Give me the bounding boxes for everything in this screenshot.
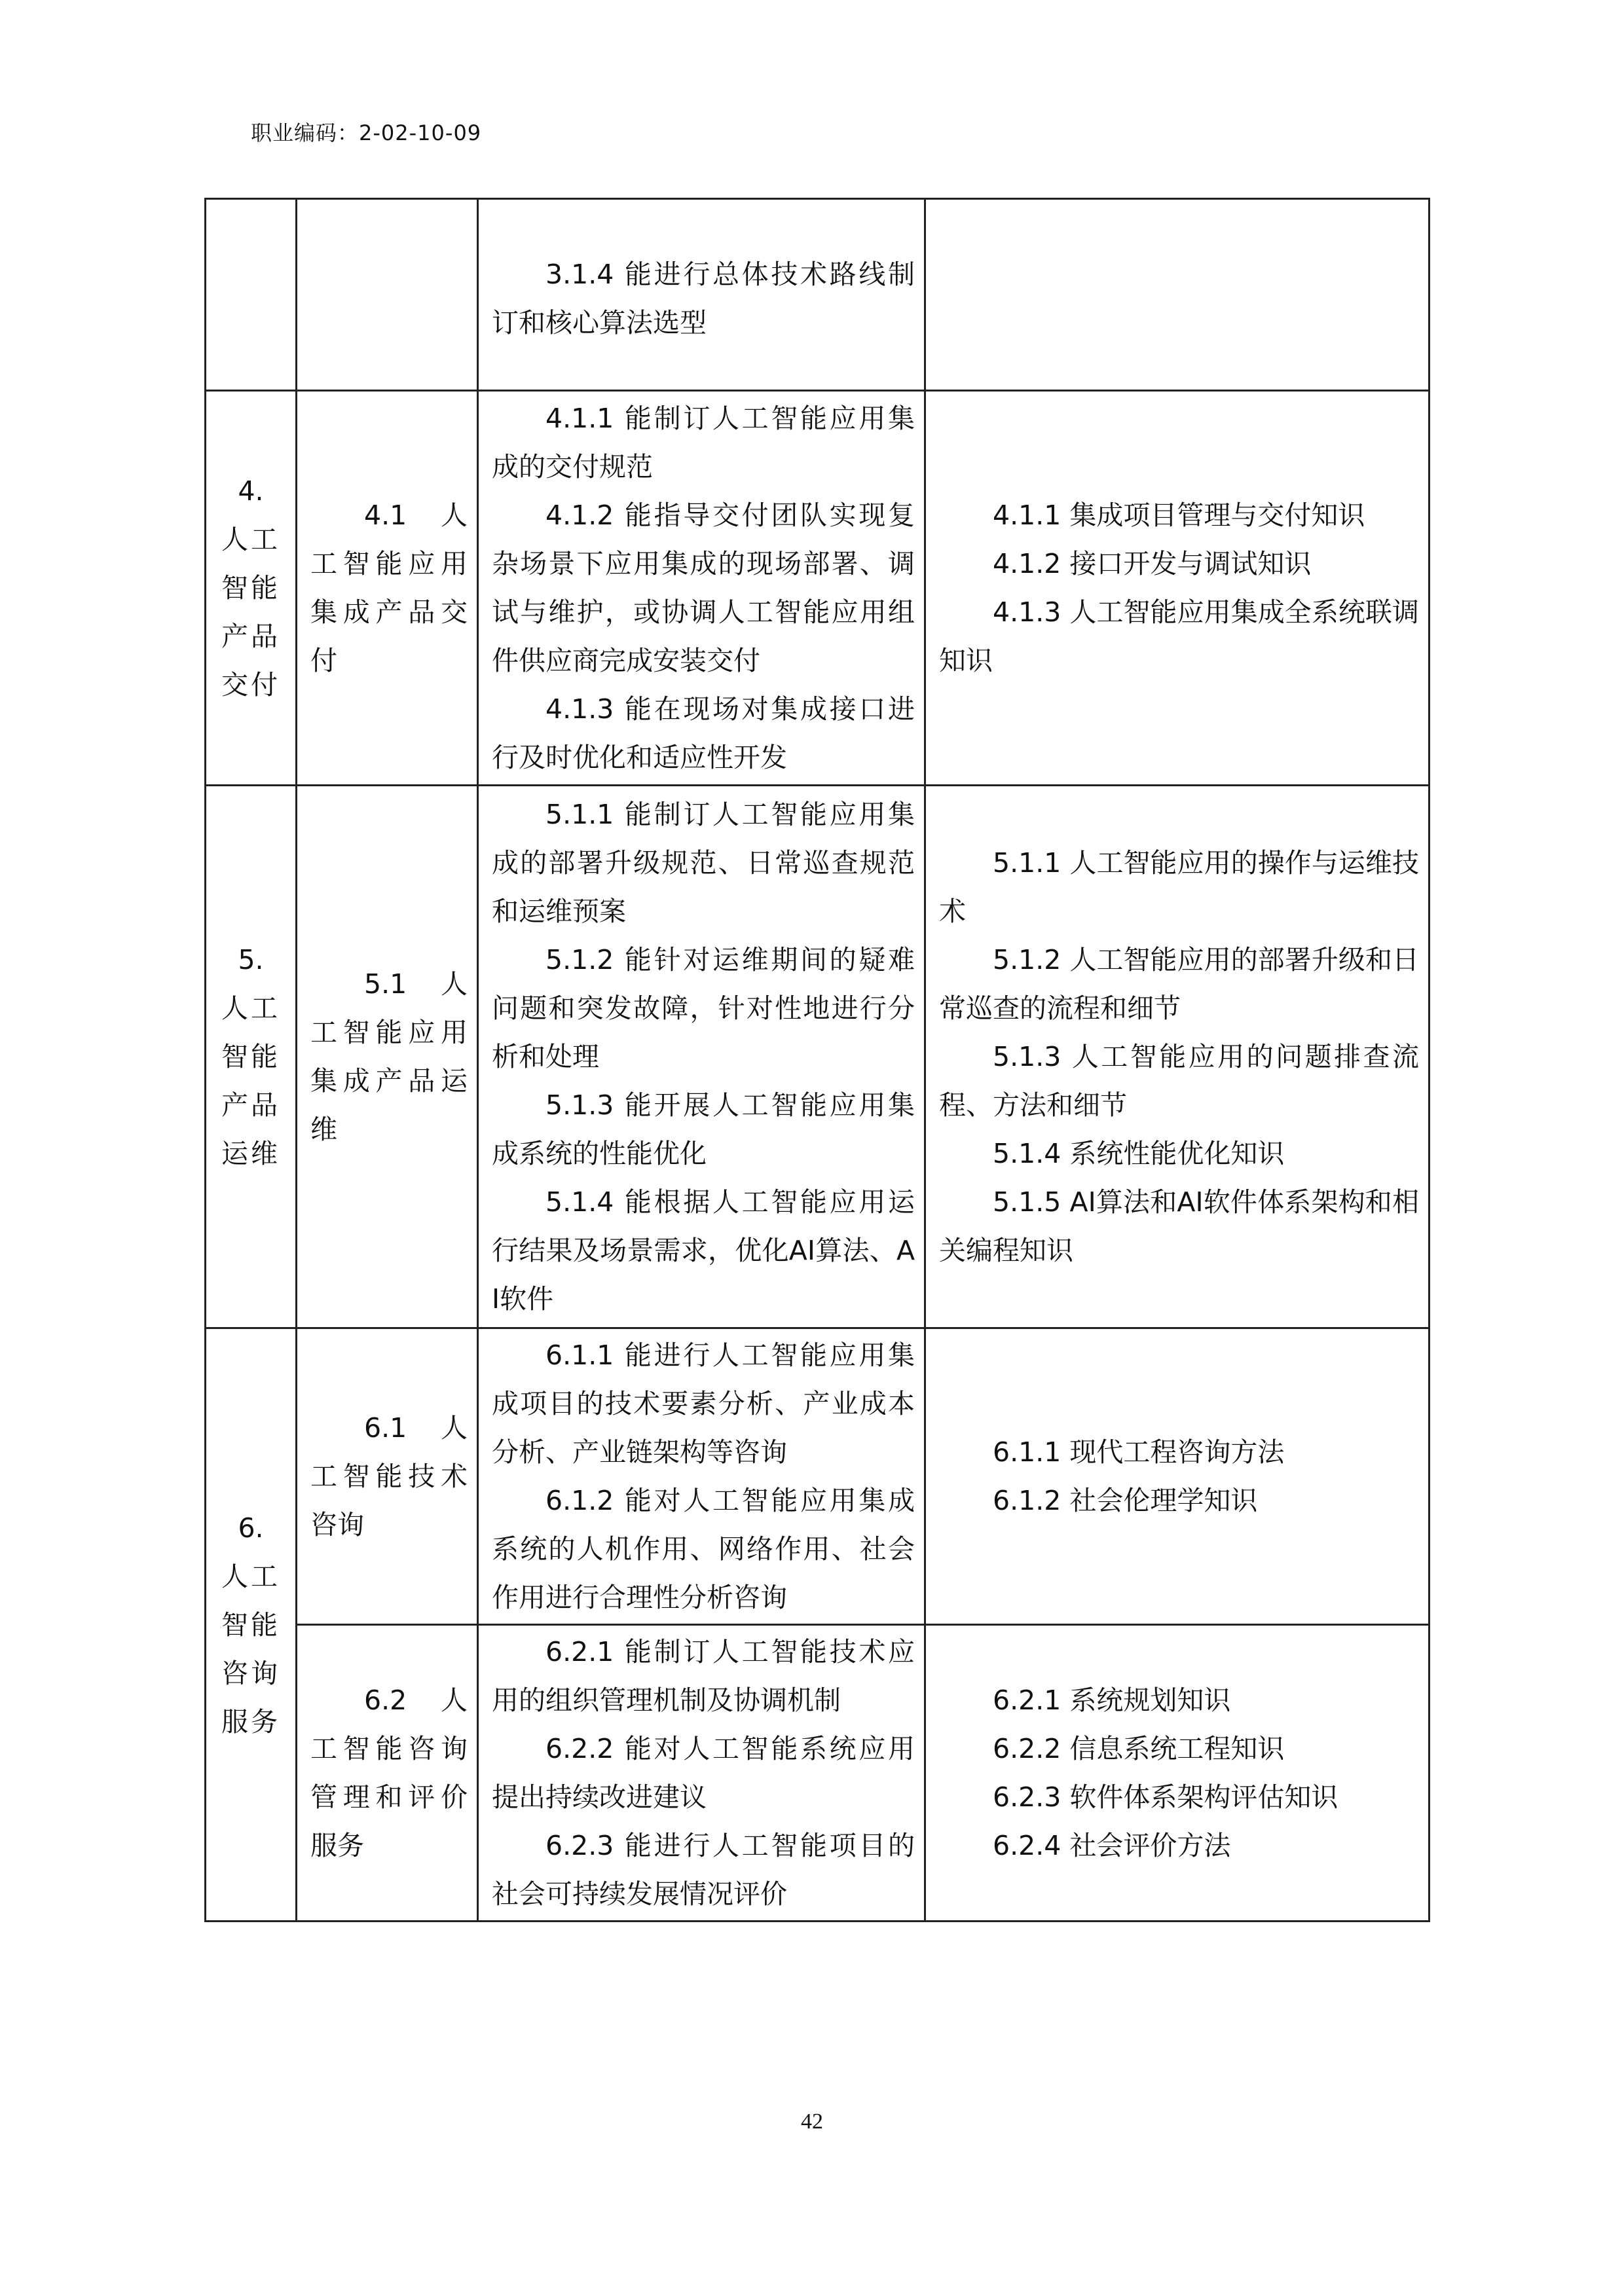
work-area-label: 产品 xyxy=(221,621,280,652)
skill-item: 6.1.1 能进行人工智能应用集成项目的技术要素分析、产业成本分析、产业链架构等咨询 xyxy=(492,1339,915,1468)
skill-item: 5.1.3 能开展人工智能应用集成系统的性能优化 xyxy=(492,1089,915,1169)
work-item: 6.2 人工智能咨询管理和评价服务 xyxy=(310,1685,468,1861)
work-area-label: 人工 xyxy=(221,993,280,1024)
work-area-label: 智能 xyxy=(221,1041,280,1072)
knowledge-cell xyxy=(925,1625,1430,1922)
table-row xyxy=(206,199,1430,391)
work-area-cell xyxy=(206,391,297,786)
page-number: 42 xyxy=(801,2109,823,2134)
skill-requirements-cell xyxy=(478,199,925,391)
work-area-number: 6. xyxy=(238,1512,264,1544)
work-area-label: 智能 xyxy=(221,1609,280,1641)
work-item: 5.1 人工智能应用集成产品运维 xyxy=(310,968,468,1145)
knowledge-item: 6.2.2 信息系统工程知识 xyxy=(993,1733,1285,1764)
knowledge-item: 5.1.2 人工智能应用的部署升级和日常巡查的流程和细节 xyxy=(939,944,1419,1024)
skill-item: 6.2.3 能进行人工智能项目的社会可持续发展情况评价 xyxy=(492,1830,915,1910)
knowledge-item: 4.1.3 人工智能应用集成全系统联调知识 xyxy=(939,596,1419,676)
knowledge-item: 5.1.4 系统性能优化知识 xyxy=(993,1138,1285,1169)
work-area-label: 智能 xyxy=(221,572,280,604)
knowledge-item: 6.2.1 系统规划知识 xyxy=(993,1685,1231,1716)
skill-item: 4.1.3 能在现场对集成接口进行及时优化和适应性开发 xyxy=(492,693,915,773)
knowledge-item: 6.2.3 软件体系架构评估知识 xyxy=(993,1781,1338,1813)
work-item: 6.1 人工智能技术咨询 xyxy=(310,1412,468,1540)
work-item-cell xyxy=(297,786,478,1328)
skill-item: 5.1.1 能制订人工智能应用集成的部署升级规范、日常巡查规范和运维预案 xyxy=(492,799,915,927)
knowledge-item: 5.1.1 人工智能应用的操作与运维技术 xyxy=(939,847,1419,927)
knowledge-cell xyxy=(925,391,1430,786)
skill-item: 5.1.4 能根据人工智能应用运行结果及场景需求，优化AI算法、AI软件 xyxy=(492,1186,915,1315)
skill-requirements-cell xyxy=(478,1328,925,1625)
occupation-code: 职业编码：2-02-10-09 xyxy=(251,120,482,145)
knowledge-cell xyxy=(925,786,1430,1328)
knowledge-item: 5.1.5 AI算法和AI软件体系架构和相关编程知识 xyxy=(939,1186,1419,1266)
skill-item: 4.1.2 能指导交付团队实现复杂场景下应用集成的现场部署、调试与维护，或协调人工智能应用组件供应商完成安装交付 xyxy=(492,500,915,676)
table-row xyxy=(206,1328,1430,1625)
knowledge-item: 6.1.1 现代工程咨询方法 xyxy=(993,1436,1285,1468)
table-row xyxy=(206,391,1430,786)
skill-item: 6.2.2 能对人工智能系统应用提出持续改进建议 xyxy=(492,1733,915,1813)
table-row xyxy=(206,786,1430,1328)
knowledge-cell xyxy=(925,1328,1430,1625)
skill-item: 4.1.1 能制订人工智能应用集成的交付规范 xyxy=(492,403,915,483)
skill-requirements-cell xyxy=(478,786,925,1328)
work-area-number: 5. xyxy=(238,944,264,975)
knowledge-cell xyxy=(925,199,1430,391)
knowledge-item: 4.1.2 接口开发与调试知识 xyxy=(993,548,1312,579)
work-area-label: 服务 xyxy=(221,1705,280,1738)
knowledge-item: 6.1.2 社会伦理学知识 xyxy=(993,1485,1258,1516)
work-area-cell xyxy=(206,199,297,391)
work-area-label: 咨询 xyxy=(221,1657,280,1689)
work-area-label: 运维 xyxy=(221,1138,280,1169)
work-area-cell xyxy=(206,786,297,1328)
standards-table xyxy=(204,198,1430,1922)
work-item-cell xyxy=(297,391,478,786)
knowledge-item: 6.2.4 社会评价方法 xyxy=(993,1830,1231,1861)
skill-requirements-cell xyxy=(478,1625,925,1922)
knowledge-item: 5.1.3 人工智能应用的问题排查流程、方法和细节 xyxy=(939,1041,1419,1121)
work-area-label: 产品 xyxy=(221,1089,280,1121)
work-item-cell xyxy=(297,199,478,391)
skill-item: 6.1.2 能对人工智能应用集成系统的人机作用、网络作用、社会作用进行合理性分析咨询 xyxy=(492,1485,915,1613)
table-row xyxy=(206,1625,1430,1922)
work-item: 4.1 人工智能应用集成产品交付 xyxy=(310,500,468,676)
work-area-label: 人工 xyxy=(221,1560,280,1592)
knowledge-item: 4.1.1 集成项目管理与交付知识 xyxy=(993,500,1365,531)
work-area-label: 人工 xyxy=(221,524,280,555)
work-item-cell xyxy=(297,1328,478,1625)
work-area-label: 交付 xyxy=(221,669,280,701)
skill-item: 6.2.1 能制订人工智能技术应用的组织管理机制及协调机制 xyxy=(492,1636,915,1716)
work-area-number: 4. xyxy=(238,475,264,507)
skill-item: 3.1.4 能进行总体技术路线制订和核心算法选型 xyxy=(492,259,915,338)
skill-requirements-cell xyxy=(478,391,925,786)
skill-item: 5.1.2 能针对运维期间的疑难问题和突发故障，针对性地进行分析和处理 xyxy=(492,944,915,1072)
work-item-cell xyxy=(297,1625,478,1922)
work-area-cell xyxy=(206,1328,297,1922)
